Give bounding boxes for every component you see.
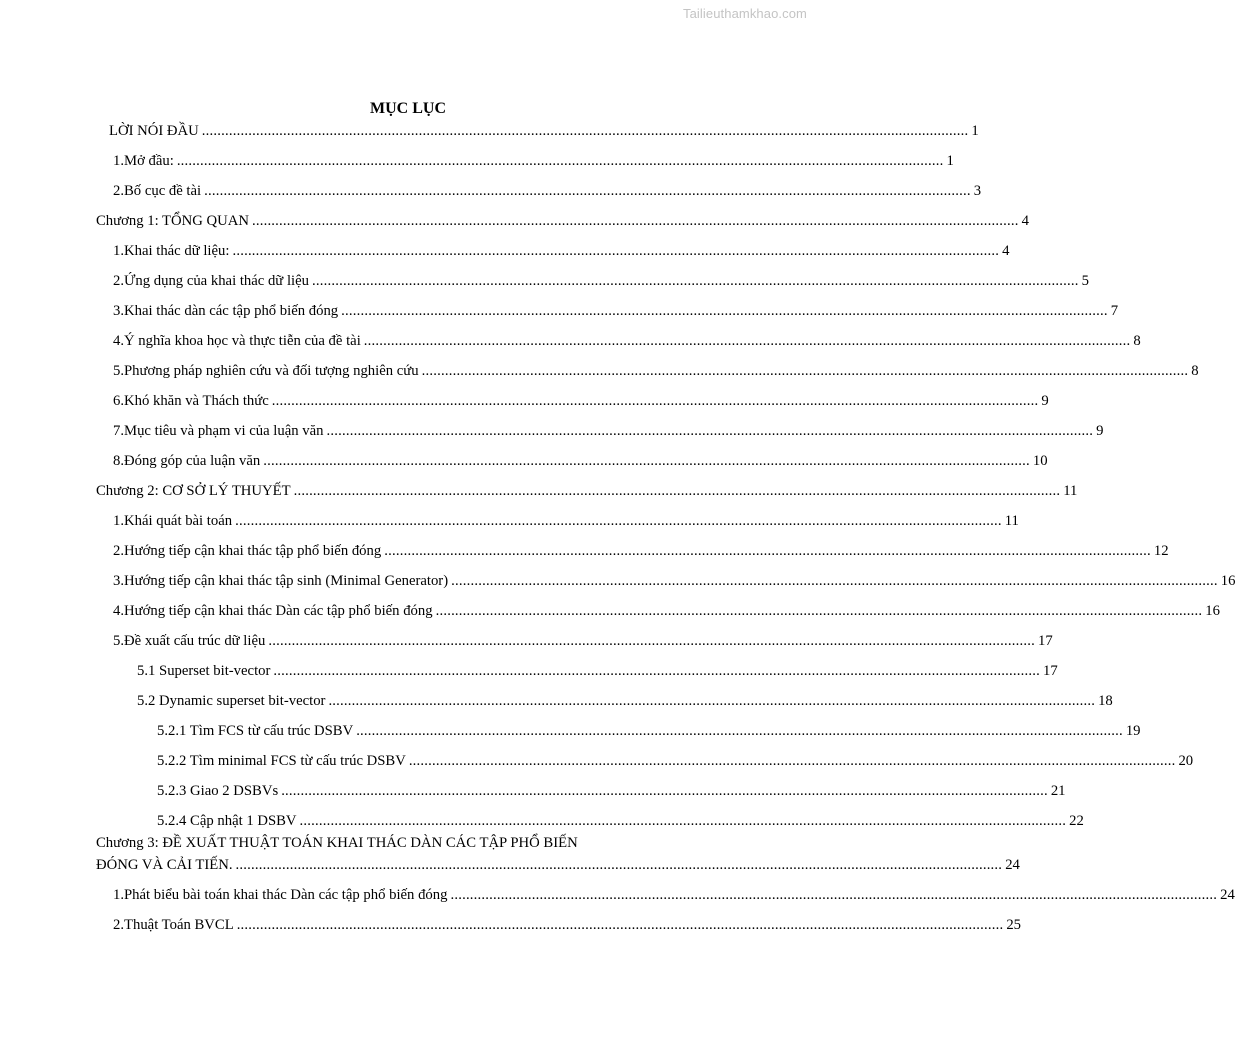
toc-page-number: 10 (1032, 453, 1048, 469)
toc-entry-text: Phát biểu bài toán khai thác Dàn các tập phổ biến đóng (124, 887, 448, 903)
toc-page-number: 22 (1069, 813, 1084, 829)
toc-page-number: 17 (1043, 663, 1058, 679)
toc-entry[interactable] (113, 630, 1053, 652)
toc-entry-text: Ý nghĩa khoa học và thực tiễn của đề tài (124, 333, 361, 349)
toc-leader-dots: ...................................................................................................................................................................................................... (204, 183, 971, 199)
toc-page-number: 9 (1096, 423, 1104, 439)
toc-leader-dots: ...................................................................................................................................................................................................... (384, 543, 1151, 559)
toc-leader-dots: ...................................................................................................................................................................................................... (326, 423, 1094, 439)
toc-entry-text: Chương 2: CƠ SỞ LÝ THUYẾT (96, 483, 291, 499)
toc-entry[interactable] (113, 450, 1048, 472)
toc-entry-text: Hướng tiếp cận khai thác tập sinh (Minimal Generator) (124, 573, 449, 589)
toc-entry[interactable] (96, 210, 1029, 232)
toc-entry-number: 7. (113, 423, 125, 439)
toc-leader-dots: ...................................................................................................................................................................................................... (232, 243, 1000, 259)
toc-entry-text: LỜI NÓI ĐẦU (109, 123, 199, 139)
toc-page-number: 9 (1041, 393, 1049, 409)
toc-entry[interactable] (113, 180, 982, 202)
toc-entry-text: 5.2.3 Giao 2 DSBVs (157, 783, 279, 799)
toc-entry-number: 1. (113, 887, 125, 903)
toc-leader-dots: ...................................................................................................................................................................................................... (421, 363, 1189, 379)
toc-page-number: 16 (1205, 603, 1220, 619)
toc-entry-text: Ứng dụng của khai thác dữ liệu (124, 273, 309, 289)
toc-page-number: 1 (971, 123, 979, 139)
toc-leader-dots: ...................................................................................................................................................................................................... (273, 663, 1041, 679)
toc-page-number: 7 (1110, 303, 1119, 319)
toc-leader-dots: ...................................................................................................................................................................................................... (408, 753, 1176, 769)
toc-entry[interactable] (113, 914, 1022, 936)
toc-entry[interactable] (113, 420, 1104, 442)
toc-entry-text: Thuật Toán BVCL (124, 917, 234, 933)
toc-page-number: 5 (1081, 273, 1089, 289)
toc-leader-dots: ...................................................................................................................................................................................................... (236, 917, 1004, 933)
toc-entry[interactable] (113, 884, 1235, 906)
toc-entry-number: 5. (113, 363, 125, 379)
toc-entry-number: 1. (113, 153, 125, 169)
toc-entry-text: Khai thác dữ liệu: (124, 243, 230, 259)
toc-leader-dots: ...................................................................................................................................................................................................... (235, 857, 1003, 873)
toc-entry[interactable] (137, 660, 1058, 682)
toc-entry[interactable] (113, 510, 1019, 532)
toc-entry[interactable] (157, 750, 1194, 772)
toc-entry-text: 5.2 Dynamic superset bit-vector (137, 693, 326, 709)
toc-entry[interactable] (113, 150, 954, 172)
toc-entry[interactable] (113, 240, 1010, 262)
toc-entry-text: 5.2.1 Tìm FCS từ cấu trúc DSBV (157, 723, 354, 739)
toc-entry-number: 5. (113, 633, 125, 649)
toc-page-number: 18 (1098, 693, 1113, 709)
toc-entry[interactable] (113, 360, 1199, 382)
toc-page-number: 11 (1063, 483, 1078, 499)
toc-leader-dots: ...................................................................................................................................................................................................... (435, 603, 1203, 619)
toc-entry[interactable] (157, 720, 1141, 742)
toc-leader-dots: ...................................................................................................................................................................................................... (363, 333, 1131, 349)
toc-entry-number: 3. (113, 303, 125, 319)
toc-leader-dots: ...................................................................................................................................................................................................... (293, 483, 1061, 499)
toc-page-number: 24 (1005, 857, 1020, 873)
toc-leader-dots: ...................................................................................................................................................................................................... (356, 723, 1123, 739)
toc-page-number: 17 (1037, 633, 1053, 649)
toc-entry[interactable] (96, 480, 1078, 502)
toc-entry-number: 1. (113, 513, 125, 529)
toc-page-number: 20 (1178, 753, 1194, 769)
toc-entry-number: 8. (113, 453, 125, 469)
toc-entry-text: 5.2.4 Cập nhật 1 DSBV (157, 813, 297, 829)
toc-entry[interactable] (113, 600, 1220, 622)
toc-entry-number: 1. (113, 243, 125, 259)
toc-entry-text: Mở đầu: (124, 153, 174, 169)
toc-entry-number: 2. (113, 183, 125, 199)
toc-entry-text: Đóng góp của luận văn (124, 453, 261, 469)
toc-entry[interactable] (113, 330, 1141, 352)
toc-page-number: 4 (1021, 213, 1029, 229)
toc-entry-number: 4. (113, 603, 125, 619)
toc-leader-dots: ...................................................................................................................................................................................................... (328, 693, 1096, 709)
toc-entry-number: 6. (113, 393, 125, 409)
toc-entry-text: Khai thác dàn các tập phổ biến đóng (124, 303, 339, 319)
toc-leader-dots: ...................................................................................................................................................................................................... (201, 123, 969, 139)
toc-entry[interactable] (113, 390, 1049, 412)
toc-page-number: 11 (1004, 513, 1019, 529)
toc-leader-dots: ...................................................................................................................................................................................................... (263, 453, 1030, 469)
toc-page-number: 8 (1191, 363, 1199, 379)
toc-entry-number: 3. (113, 573, 125, 589)
toc-entry[interactable] (96, 854, 1020, 876)
toc-entry-text: ĐÓNG VÀ CẢI TIẾN. (96, 857, 233, 873)
toc-page-number: 19 (1125, 723, 1141, 739)
toc-entry[interactable] (113, 540, 1169, 562)
toc-entry-number: 2. (113, 543, 125, 559)
toc-page-number: 8 (1133, 333, 1141, 349)
toc-leader-dots: ...................................................................................................................................................................................................... (235, 513, 1002, 529)
toc-entry-text: Hướng tiếp cận khai thác tập phổ biến đóng (124, 543, 382, 559)
toc-page-number: 12 (1153, 543, 1169, 559)
toc-page-number: 21 (1050, 783, 1066, 799)
toc-entry[interactable] (113, 300, 1119, 322)
toc-page-number: 24 (1220, 887, 1235, 903)
toc-entry[interactable] (157, 810, 1084, 832)
toc-entry-text: Chương 1: TỔNG QUAN (96, 213, 249, 229)
toc-entry-text: Bố cục đề tài (124, 183, 202, 199)
toc-leader-dots: ...................................................................................................................................................................................................... (176, 153, 944, 169)
toc-entry[interactable] (113, 270, 1089, 292)
toc-entry-text: Khó khăn và Thách thức (124, 393, 269, 409)
toc-entry-text: Mục tiêu và phạm vi của luận văn (124, 423, 324, 439)
toc-entry-text: Phương pháp nghiên cứu và đối tượng nghiên cứu (124, 363, 419, 379)
toc-page-number: 16 (1220, 573, 1235, 589)
toc-page-number: 4 (1002, 243, 1010, 259)
toc-entry-text: 5.2.2 Tìm minimal FCS từ cấu trúc DSBV (157, 753, 406, 769)
toc-leader-dots: ...................................................................................................................................................................................................... (271, 393, 1039, 409)
toc-entry-text: Khái quát bài toán (124, 513, 233, 529)
toc-entry[interactable] (137, 690, 1113, 712)
toc-page-number: 25 (1006, 917, 1022, 933)
watermark: Tailieuthamkhao.com (682, 6, 807, 21)
toc-entry-number: 4. (113, 333, 125, 349)
page-title: MỤC LỤC (370, 100, 446, 117)
toc-leader-dots: ...................................................................................................................................................................................................... (268, 633, 1035, 649)
toc-leader-dots: ...................................................................................................................................................................................................... (450, 887, 1218, 903)
toc-leader-dots: ...................................................................................................................................................................................................... (281, 783, 1048, 799)
toc-page-number: 3 (973, 183, 982, 199)
toc-entry-text: Hướng tiếp cận khai thác Dàn các tập phổ biến đóng (124, 603, 433, 619)
toc-entry-number: 2. (113, 273, 125, 289)
toc-entry-text: 5.1 Superset bit-vector (137, 663, 271, 679)
toc-entry[interactable] (157, 780, 1066, 802)
toc-leader-dots: ...................................................................................................................................................................................................... (311, 273, 1079, 289)
toc-chapter3-line1[interactable]: Chương 3: ĐỀ XUẤT THUẬT TOÁN KHAI THÁC DÀN CÁC TẬP PHỔ BIẾN (96, 835, 578, 851)
toc-entry-text: Đề xuất cấu trúc dữ liệu (124, 633, 266, 649)
toc-leader-dots: ...................................................................................................................................................................................................... (341, 303, 1108, 319)
toc-leader-dots: ...................................................................................................................................................................................................... (451, 573, 1218, 589)
toc-page-number: 1 (946, 153, 954, 169)
toc-leader-dots: ...................................................................................................................................................................................................... (251, 213, 1019, 229)
toc-entry-number: 2. (113, 917, 125, 933)
toc-entry[interactable] (113, 570, 1235, 592)
toc-entry[interactable] (109, 120, 979, 142)
toc-leader-dots: ...................................................................................................................................................................................................... (299, 813, 1067, 829)
